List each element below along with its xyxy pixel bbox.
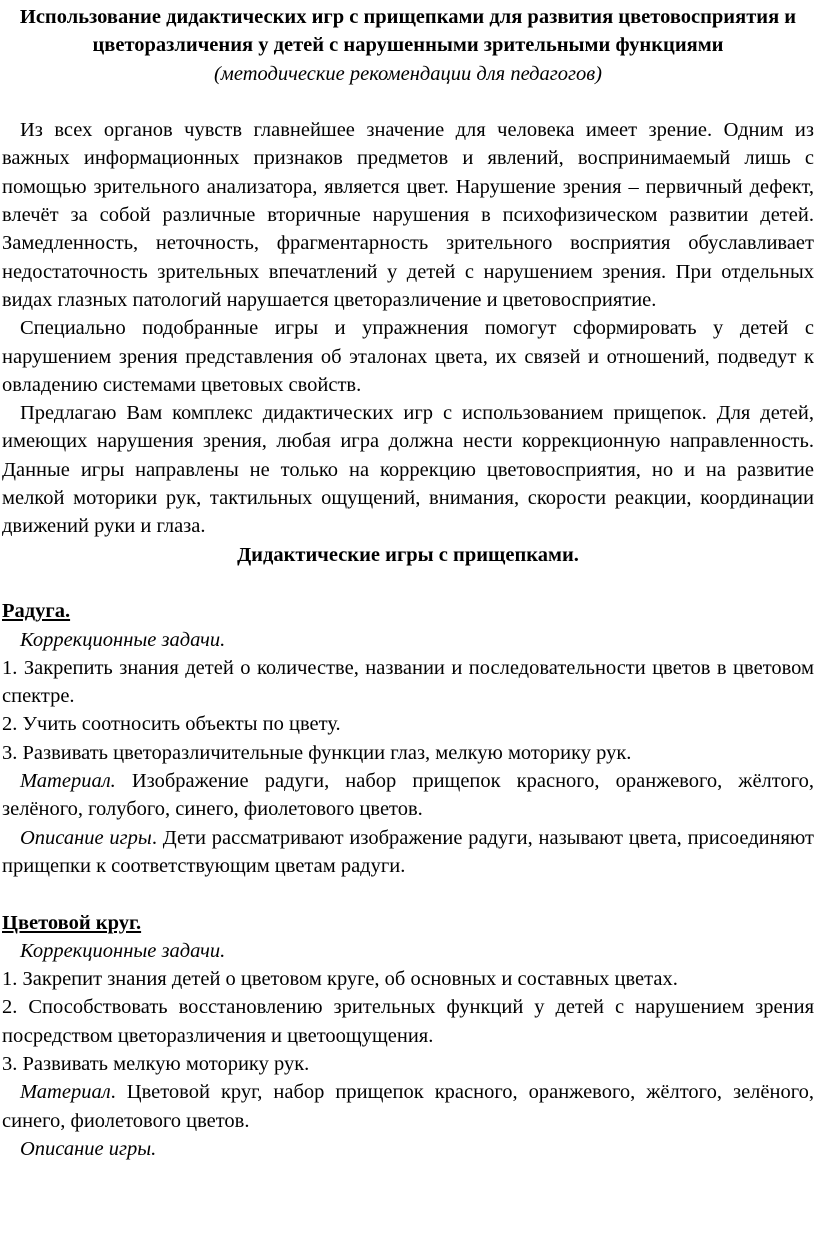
game-rainbow — [2, 597, 814, 880]
material-text: Изображение радуги, набор прищепок красного, оранжевого, жёлтого, зелёного, голубого, синего, фиолетового цветов. — [2, 770, 814, 821]
material-paragraph — [2, 1078, 814, 1135]
material-label: Материал. — [20, 770, 116, 793]
description-text: . Дети рассматривают изображение радуги, называют цвета, присоединяют прищепки к соответствующим цветам радуги. — [2, 826, 814, 877]
spacer — [2, 88, 814, 116]
tasks-label-text: Коррекционные задачи. — [20, 939, 226, 962]
description-label: Описание игры — [20, 826, 152, 849]
task-item: 1. Закрепить знания детей о количестве, названии и последовательности цветов в цветовом спектре. — [2, 656, 814, 708]
game-title: Цветовой круг. — [2, 911, 142, 934]
description-label: Описание игры. — [20, 1137, 157, 1160]
game-color-wheel — [2, 909, 814, 1164]
document-subtitle: (методические рекомендации для педагогов) — [213, 62, 603, 85]
task-item: 3. Развивать цветоразличительные функции глаз, мелкую моторику рук. — [2, 741, 632, 764]
task-item: 1. Закрепит знания детей о цветовом круге, об основных и составных цветах. — [2, 968, 678, 991]
document-title: Использование дидактических игр с прищепками для развития цветовосприятия и цветоразличения у детей с нарушенными зрительными функциями — [19, 6, 797, 57]
game-title: Радуга. — [2, 600, 71, 623]
tasks-label — [2, 626, 814, 654]
tasks-label — [2, 937, 814, 965]
material-paragraph — [2, 767, 814, 824]
spacer — [2, 569, 814, 597]
task-item: 2. Способствовать восстановлению зрительных функций у детей с нарушением зрения посредством цветоразличения и цветоощущения. — [2, 996, 814, 1047]
intro-paragraph-2: Специально подобранные игры и упражнения помогут сформировать у детей с нарушением зрения представления об эталонах цвета, их связей и отношений, подведут к овладению системами цветовых свойств. — [2, 317, 814, 396]
description-paragraph — [2, 1135, 814, 1163]
section-title: Дидактические игры с прищепками. — [237, 543, 579, 566]
material-label: Материал — [20, 1081, 111, 1104]
intro-paragraph-3: Предлагаю Вам комплекс дидактических игр с использованием прищепок. Для детей, имеющих нарушения зрения, любая игра должна нести коррекционную направленность. Данные игры направлены не только на коррекцию цветовосприятия, но и на развитие мелкой моторики рук, тактильных ощущений, внимания, скорости реакции, координации движений руки и глаза. — [2, 402, 814, 538]
intro-paragraph-1: Из всех органов чувств главнейшее значение для человека имеет зрение. Одним из важных информационных признаков предметов и явлений, воспринимаемый лишь с помощью зрительного анализатора, является цвет. Нарушение зрения – первичный дефект, влечёт за собой различные вторичные нарушения в психофизическом развитии детей. Замедленность, неточность, фрагментарность зрительного восприятия обуславливает недостаточность зрительных впечатлений у детей с нарушением зрения. При отдельных видах глазных патологий нарушается цветоразличение и цветовосприятие. — [2, 119, 814, 311]
tasks-label-text: Коррекционные задачи. — [20, 628, 226, 651]
task-item: 2. Учить соотносить объекты по цвету. — [2, 713, 341, 736]
task-item: 3. Развивать мелкую моторику рук. — [2, 1052, 310, 1075]
material-text: . Цветовой круг, набор прищепок красного, оранжевого, жёлтого, зелёного, синего, фиолетового цветов. — [2, 1081, 814, 1132]
description-paragraph — [2, 824, 814, 881]
spacer — [2, 880, 814, 908]
